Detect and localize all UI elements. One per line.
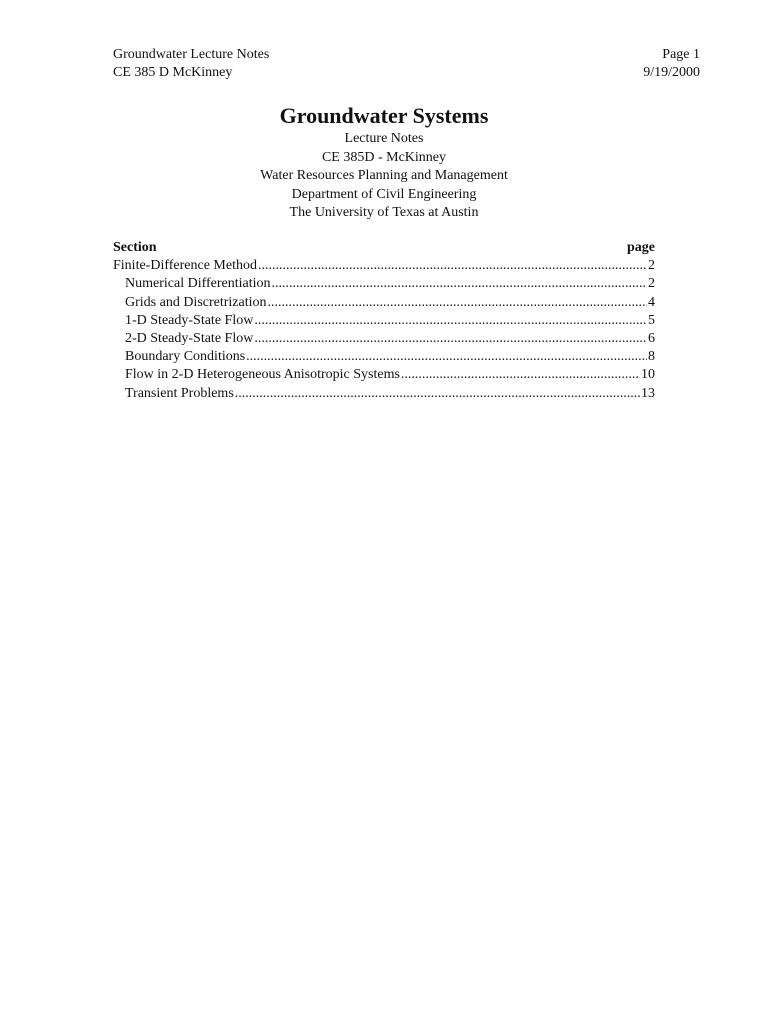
title-block [0,102,768,223]
toc-leader-dots [268,294,647,312]
header-row-2 [113,64,700,82]
toc-leader-dots [235,385,640,403]
toc-entry-page: 10 [641,367,655,383]
header-date: 9/19/2000 [643,65,700,80]
toc-entry-page: 5 [648,312,655,328]
toc-entry-label: Finite-Difference Method [113,258,257,274]
subtitle-university: The University of Texas at Austin [289,205,479,220]
toc-leader-dots [258,257,647,275]
toc-leader-dots [246,348,647,366]
toc-entry[interactable] [113,275,655,293]
document-title: Groundwater Systems [279,103,489,128]
header-course-code: CE 385 D McKinney [113,65,233,80]
subtitle-course: CE 385D - McKinney [321,149,447,165]
toc-entry[interactable] [113,348,655,366]
toc-entry-page: 8 [648,349,655,365]
toc-entry[interactable] [113,366,655,384]
subtitle-lecture-notes: Lecture Notes [344,131,424,146]
toc-entry-page: 13 [641,385,655,401]
toc-entry-label: Flow in 2-D Heterogeneous Anisotropic Systems [125,367,400,383]
toc-entry-label: Grids and Discretrization [125,294,267,310]
toc-entry-page: 2 [648,276,655,292]
toc-entry[interactable] [113,257,655,275]
toc-entry-page: 6 [648,331,655,347]
toc-entry[interactable] [113,294,655,312]
header-course-title: Groundwater Lecture Notes [113,47,270,62]
toc-leader-dots [254,312,647,330]
toc-entry-label: Boundary Conditions [125,349,246,365]
toc-entry[interactable] [113,385,655,403]
toc-leader-dots [272,275,647,293]
toc-page-heading: page [627,240,655,255]
table-of-contents [113,239,655,403]
toc-entry-page: 2 [648,258,655,274]
subtitle-program: Water Resources Planning and Management [260,168,508,183]
toc-leader-dots [401,366,640,384]
toc-entry-label: Numerical Differentiation [125,276,271,292]
toc-entry-label: 2-D Steady-State Flow [125,331,254,347]
page-header [113,46,700,82]
toc-leader-dots [254,330,647,348]
header-row-1 [113,46,700,64]
toc-header [113,239,655,257]
toc-entry[interactable] [113,312,655,330]
toc-entry[interactable] [113,330,655,348]
toc-section-heading: Section [113,240,157,255]
toc-entry-page: 4 [648,294,655,310]
toc-entry-label: 1-D Steady-State Flow [125,312,254,328]
toc-entry-label: Transient Problems [125,385,234,401]
subtitle-department: Department of Civil Engineering [291,186,477,202]
header-page-number: Page 1 [662,47,700,62]
